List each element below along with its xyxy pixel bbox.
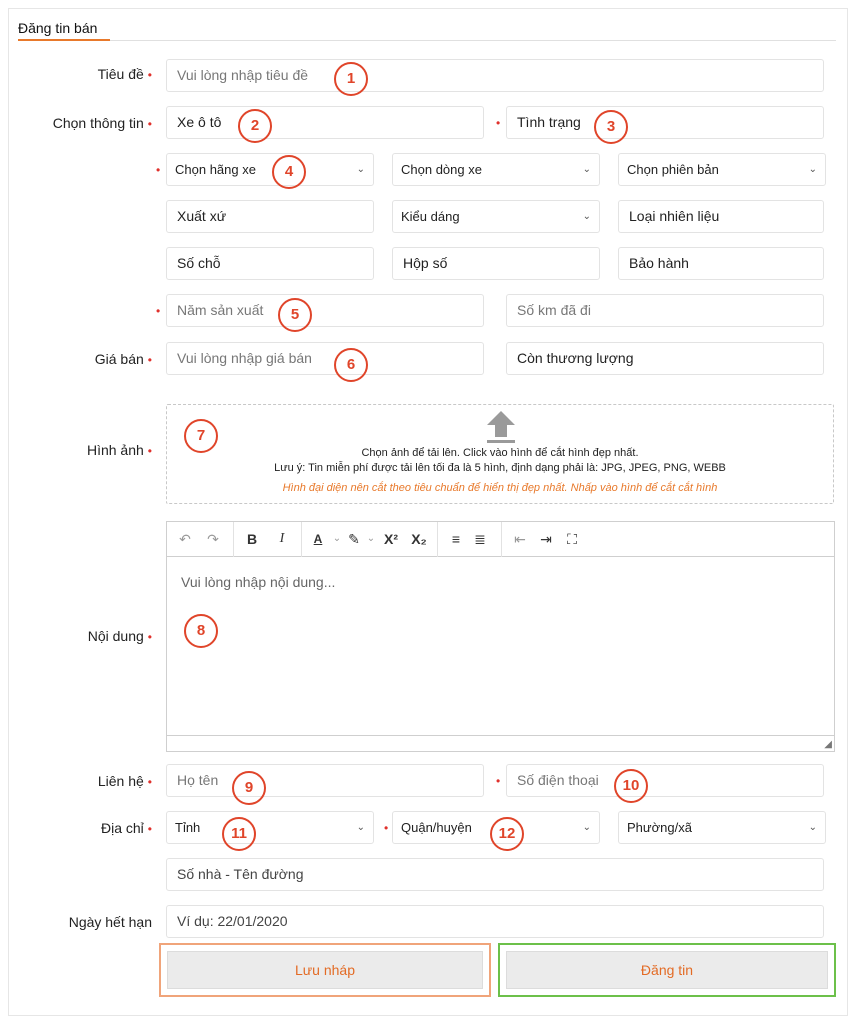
badge-10: 10 xyxy=(614,769,648,803)
province-select[interactable]: Tỉnh ⌄ xyxy=(166,811,374,844)
phone-required-dot: • xyxy=(496,774,501,788)
upload-hint: Hình đại diện nên cắt theo tiêu chuẩn để hiển thị đẹp nhất. Nhấp vào hình để cắt cắt hình xyxy=(282,482,718,494)
chevron-down-icon: ⌄ xyxy=(582,211,591,222)
title-accent-line xyxy=(18,39,110,41)
expiry-label: Ngày hết hạn xyxy=(68,914,152,930)
title-divider xyxy=(18,40,836,41)
district-required-dot: • xyxy=(384,821,389,835)
chevron-down-icon[interactable]: ⌄ xyxy=(332,533,342,544)
model-select[interactable]: Chọn dòng xe ⌄ xyxy=(392,153,600,186)
badge-4: 4 xyxy=(272,155,306,189)
price-input[interactable]: Vui lòng nhập giá bán xyxy=(166,342,484,375)
chevron-down-icon[interactable]: ⌄ xyxy=(366,533,376,544)
badge-7: 7 xyxy=(184,419,218,453)
font-color-icon[interactable]: A xyxy=(313,532,323,546)
fullscreen-icon[interactable]: ⛶ xyxy=(567,531,577,547)
ward-select[interactable]: Phường/xã ⌄ xyxy=(618,811,826,844)
editor-toolbar xyxy=(167,522,834,557)
badge-9: 9 xyxy=(232,771,266,805)
price-label: Giá bán • xyxy=(94,351,152,367)
badge-1: 1 xyxy=(334,62,368,96)
superscript-button[interactable]: X² xyxy=(384,531,398,547)
fuel-field[interactable]: Loại nhiên liệu xyxy=(618,200,824,233)
chevron-down-icon: ⌄ xyxy=(582,822,591,833)
align-left-icon[interactable]: ≡ xyxy=(451,531,461,547)
address-label: Địa chỉ • xyxy=(101,820,152,836)
version-select[interactable]: Chọn phiên bản ⌄ xyxy=(618,153,826,186)
brand-select[interactable]: Chọn hãng xe ⌄ xyxy=(166,153,374,186)
resize-handle-icon[interactable]: ◢ xyxy=(824,739,832,750)
district-select[interactable]: Quận/huyện ⌄ xyxy=(392,811,600,844)
chevron-down-icon: ⌄ xyxy=(808,822,817,833)
negotiable-field[interactable]: Còn thương lượng xyxy=(506,342,824,375)
badge-2: 2 xyxy=(238,109,272,143)
editor-placeholder: Vui lòng nhập nội dung... xyxy=(181,574,336,590)
badge-6: 6 xyxy=(334,348,368,382)
contact-label: Liên hệ • xyxy=(97,773,152,789)
badge-8: 8 xyxy=(184,614,218,648)
undo-icon[interactable]: ↶ xyxy=(179,531,191,547)
condition-field[interactable]: Tình trạng xyxy=(506,106,824,139)
editor-statusbar xyxy=(167,735,834,751)
origin-field[interactable]: Xuất xứ xyxy=(166,200,374,233)
highlight-icon[interactable]: ✎ xyxy=(348,531,360,547)
bold-button[interactable]: B xyxy=(246,531,258,547)
name-input[interactable]: Họ tên xyxy=(166,764,484,797)
chevron-down-icon: ⌄ xyxy=(356,822,365,833)
warranty-field[interactable]: Bảo hành xyxy=(618,247,824,280)
chevron-down-icon: ⌄ xyxy=(808,164,817,175)
rich-text-editor[interactable] xyxy=(166,521,835,752)
km-input[interactable]: Số km đã đi xyxy=(506,294,824,327)
align-center-icon[interactable]: ≣ xyxy=(474,531,486,547)
seats-field[interactable]: Số chỗ xyxy=(166,247,374,280)
images-label: Hình ảnh • xyxy=(86,442,152,458)
upload-note: Lưu ý: Tin miễn phí được tải lên tối đa là 5 hình, định dạng phải là: JPG, JPEG, PNG, WEBB xyxy=(274,462,726,474)
badge-5: 5 xyxy=(278,298,312,332)
year-input[interactable]: Năm sản xuất xyxy=(166,294,484,327)
brand-required-dot: • xyxy=(156,163,161,177)
year-required-dot: • xyxy=(156,304,161,318)
street-input[interactable]: Số nhà - Tên đường xyxy=(166,858,824,891)
phone-input[interactable]: Số điện thoại xyxy=(506,764,824,797)
subscript-button[interactable]: X₂ xyxy=(411,531,427,547)
title-input[interactable]: Vui lòng nhập tiêu đề xyxy=(166,59,824,92)
badge-11: 11 xyxy=(222,817,256,851)
image-upload-zone[interactable] xyxy=(166,404,834,504)
info-label: Chọn thông tin • xyxy=(52,115,152,131)
title-label: Tiêu đề • xyxy=(97,66,152,82)
save-draft-button[interactable]: Lưu nháp xyxy=(167,951,483,989)
publish-frame xyxy=(498,943,836,997)
publish-button[interactable]: Đăng tin xyxy=(506,951,828,989)
chevron-down-icon: ⌄ xyxy=(582,164,591,175)
indent-icon[interactable]: ⇥ xyxy=(540,531,552,547)
chevron-down-icon: ⌄ xyxy=(356,164,365,175)
redo-icon[interactable]: ↷ xyxy=(207,531,219,547)
content-label: Nội dung • xyxy=(87,628,152,644)
italic-button[interactable]: I xyxy=(279,531,285,546)
upload-instruction: Chọn ảnh để tải lên. Click vào hình để cắt hình đẹp nhất. xyxy=(361,447,639,459)
outdent-icon[interactable]: ⇤ xyxy=(514,531,526,547)
vehicle-type-field[interactable]: Xe ô tô xyxy=(166,106,484,139)
expiry-input[interactable]: Ví dụ: 22/01/2020 xyxy=(166,905,824,938)
save-draft-frame xyxy=(159,943,491,997)
badge-12: 12 xyxy=(490,817,524,851)
condition-required-dot: • xyxy=(496,116,501,130)
upload-arrow-icon xyxy=(486,409,516,445)
page-title: Đăng tin bán xyxy=(18,20,98,36)
body-style-select[interactable]: Kiểu dáng ⌄ xyxy=(392,200,600,233)
gearbox-field[interactable]: Hộp số xyxy=(392,247,600,280)
badge-3: 3 xyxy=(594,110,628,144)
